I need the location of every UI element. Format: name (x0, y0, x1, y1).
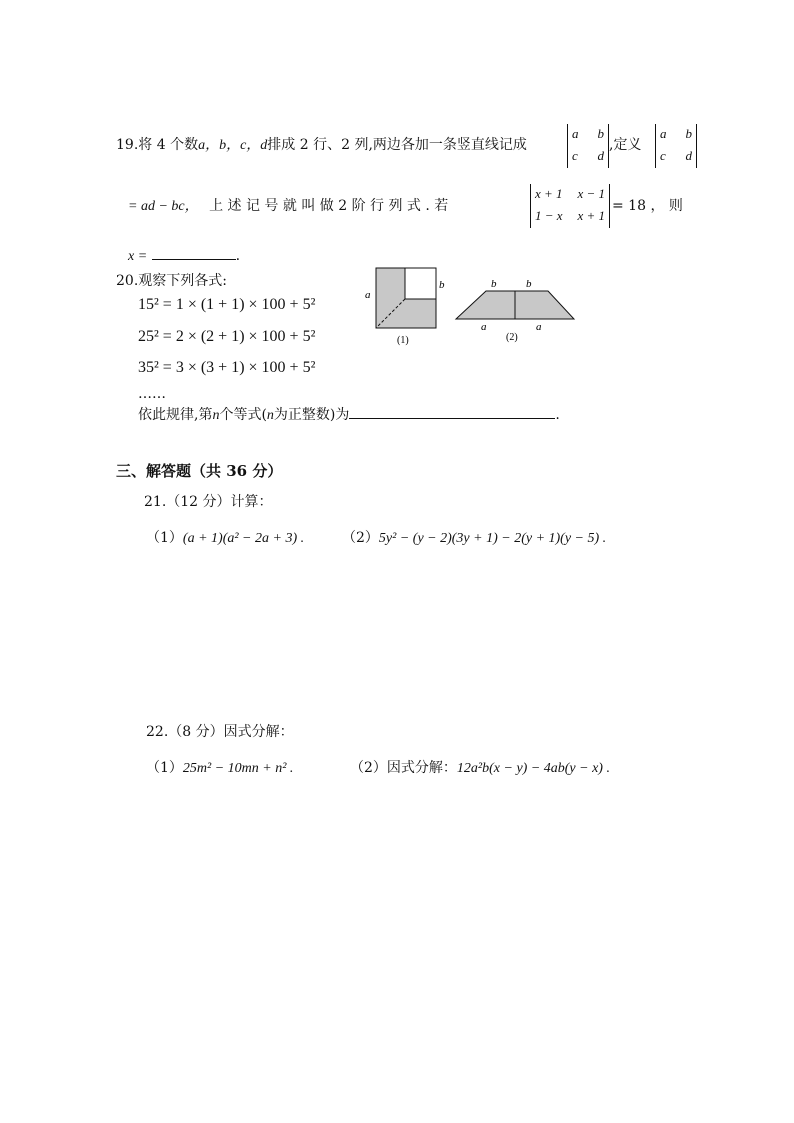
q19-determinant-2 (655, 124, 697, 168)
q22-part2-expr: 12a²b(x − y) − 4ab(y − x) . (456, 761, 610, 776)
q20-intro-text: 观察下列各式: (138, 273, 227, 289)
q19-definition: = ad − bc， (128, 199, 199, 214)
q20-number: 20. (116, 273, 139, 289)
fig2-label-b2: b (526, 278, 532, 290)
q22-part2-label: （2）因式分解： (350, 760, 457, 776)
q19-vars: a，b，c，d (198, 138, 268, 153)
q21-part1-label: （1） (146, 530, 183, 546)
q22-part2 (350, 758, 610, 779)
q19-period: . (235, 248, 241, 264)
q19-determinant-1 (567, 124, 609, 168)
det2-d: d (685, 148, 692, 163)
q22-title: 22.（8 分）因式分解： (146, 724, 294, 740)
q19-answer-blank[interactable] (152, 245, 236, 260)
det2-a: a (660, 126, 667, 141)
det1-c: c (572, 148, 578, 163)
q21-title: 21.（12 分）计算： (144, 494, 273, 510)
det3-c: 1 − x (535, 208, 563, 223)
section-3-title: 三、解答题（共 36 分） (116, 462, 283, 480)
det3-d: x + 1 (577, 208, 605, 223)
q21-part2-expr: 5y² − (y − 2)(3y + 1) − 2(y + 1)(y − 5) . (378, 531, 607, 546)
det3-a: x + 1 (535, 186, 563, 201)
q19-line1 (116, 135, 527, 156)
q20-period: . (555, 407, 560, 423)
q20-answer-blank[interactable] (349, 404, 555, 419)
fig2-label-b1: b (491, 278, 497, 290)
q21-part2-label: （2） (342, 530, 379, 546)
q20-intro (116, 271, 227, 291)
q20-dots: …… (138, 386, 166, 402)
q19-number: 19. (116, 137, 139, 153)
q22-part1 (146, 758, 293, 779)
det2-c: c (660, 148, 666, 163)
det1-b: b (597, 126, 604, 141)
det3-b: x − 1 (577, 186, 605, 201)
q21-part1-expr: (a + 1)(a² − 2a + 3) . (182, 531, 305, 546)
q22-part1-expr: 25m² − 10mn + n² . (182, 761, 294, 776)
q20-rule-n: n (212, 408, 220, 423)
q19-determinant-3 (530, 184, 610, 228)
fig2-caption: (2) (506, 332, 518, 343)
q20-eq3: 35² = 3 × (3 + 1) × 100 + 5² (138, 359, 316, 376)
q19-text-e: = 18 ， 则 (612, 198, 683, 214)
fig2-label-a1: a (481, 321, 487, 333)
q22-part1-label: （1） (146, 760, 183, 776)
q19-text-b: 排成 2 行、2 列,两边各加一条竖直线记成 (267, 137, 527, 153)
q20-rule-n2: n (266, 408, 274, 423)
q20-eq2: 25² = 2 × (2 + 1) × 100 + 5² (138, 328, 316, 345)
q19-line2 (128, 196, 448, 217)
fig1-inner-white-square (405, 268, 436, 299)
det2-b: b (685, 126, 692, 141)
q20-figure-2 (452, 276, 580, 348)
q19-text-c: ,定义 (609, 137, 642, 153)
q20-rule (138, 404, 560, 426)
fig1-caption: (1) (397, 335, 409, 346)
q21-part1 (146, 528, 304, 549)
q19-text-a: 将 4 个数 (138, 137, 199, 153)
q20-eq1: 15² = 1 × (1 + 1) × 100 + 5² (138, 296, 316, 313)
q21-part2 (342, 528, 606, 549)
q20-rule-c: 为正整数)为 (273, 407, 350, 423)
q20-rule-a: 依此规律,第 (138, 407, 213, 423)
q20-figure-1 (362, 264, 452, 348)
q20-rule-b: 个等式( (219, 407, 267, 423)
q19-line3 (128, 245, 240, 267)
q19-text-d: 上 述 记 号 就 叫 做 2 阶 行 列 式 . 若 (209, 198, 449, 214)
det1-d: d (597, 148, 604, 163)
q19-x-equals: x = (128, 249, 148, 264)
fig1-label-a: a (365, 289, 371, 301)
det1-a: a (572, 126, 579, 141)
fig2-label-a2: a (536, 321, 542, 333)
fig1-label-b: b (439, 279, 445, 291)
